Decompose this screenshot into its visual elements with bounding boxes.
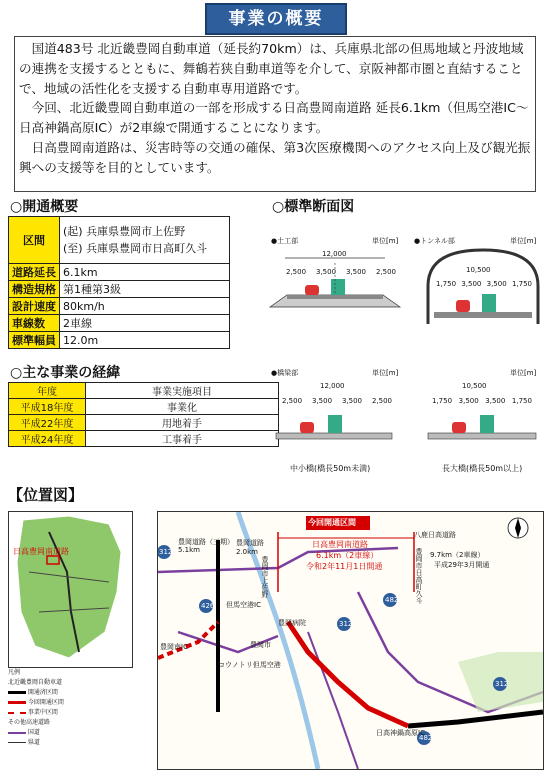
dim: 3,500	[341, 397, 363, 405]
legend-item: 事業中区間	[27, 709, 58, 716]
seg3-note: 平成29年3月開通	[434, 561, 490, 569]
tunnel-label: ●トンネル部	[414, 237, 455, 245]
legend-item: 開通済区間	[27, 689, 58, 696]
unit-label: 単位[m]	[372, 369, 399, 377]
tunnel-width: 10,500	[466, 266, 491, 274]
dim: 3,500	[345, 268, 367, 276]
unit-label: 単位[m]	[510, 237, 537, 245]
inset-map	[8, 511, 133, 668]
ic-right: 日高神鍋高原IC	[376, 729, 425, 737]
dim: 1,750	[436, 280, 457, 288]
overview-key: 区間	[9, 217, 60, 264]
history-heading: ○主な事業の経緯	[10, 365, 121, 381]
town-label: 豊岡市	[250, 641, 271, 649]
legend-item: 県道	[27, 739, 40, 746]
route-shield: 312	[339, 620, 353, 628]
seg2: 2.0km	[236, 548, 259, 556]
dim: 3,500	[461, 280, 482, 288]
overview-value: 12.0m	[60, 332, 230, 349]
overview-heading: ○開通概要	[10, 199, 79, 215]
dim: 2,500	[282, 397, 303, 405]
bridge2-section-diagram	[424, 405, 540, 445]
dim: 3,500	[458, 397, 479, 405]
unit-label: 単位[m]	[510, 369, 537, 377]
intro-paragraph-1: 国道483号 北近畿豊岡自動車道（延長約70km）は、兵庫県北部の但馬地域と丹波地域の連携を支援するとともに、舞鶴若狭自動車道等を介して、京阪神都市圏と直結することで、地域の活性化を支援する自動車専用道路です。	[19, 41, 524, 96]
earth-width: 12,000	[322, 250, 347, 258]
dim: 3,500	[485, 397, 506, 405]
dim: 2,500	[286, 268, 307, 276]
bridge-width: 12,000	[320, 382, 345, 390]
page-title: 事業の概要	[205, 3, 347, 35]
seg3: 9.7km（2車線）	[430, 551, 485, 559]
overview-row	[9, 281, 230, 298]
history-item: 事業化	[86, 399, 279, 415]
history-table	[8, 382, 279, 447]
intro-paragraph-3: 日高豊岡南道路は、災害時等の交通の確保、第3次医療機関へのアクセス向上及び観光振興への支援等を目的としています。	[19, 139, 531, 175]
opened-box-label: 今回開通区間	[308, 518, 356, 527]
dim: 1,750	[511, 280, 532, 288]
seg1: 5.1km	[178, 546, 201, 554]
legend-item: 今回開通区間	[27, 699, 64, 706]
overview-row	[9, 315, 230, 332]
dim: 1,750	[432, 397, 453, 405]
dim: 3,500	[315, 268, 337, 276]
place-right: 豊岡市日高町久斗	[415, 548, 423, 604]
history-year: 平成22年度	[9, 415, 86, 431]
overview-value: 第1種第3級	[60, 281, 230, 298]
overview-value: 80km/h	[60, 298, 230, 315]
route-name: 日高豊岡南道路	[312, 540, 368, 549]
legend-item: 北近畿豊岡自動車道	[8, 679, 63, 686]
history-item: 工事着手	[86, 431, 279, 447]
overview-value: 6.1km	[60, 264, 230, 281]
bridge-mid-caption: 中小橋(橋長50m未満)	[290, 464, 371, 473]
overview-row	[9, 264, 230, 281]
inset-map-graphic	[9, 512, 132, 667]
dim: 3,500	[486, 280, 507, 288]
ic-left: 但馬空港IC	[226, 601, 261, 609]
history-head-year: 年度	[9, 383, 86, 399]
overview-row	[9, 298, 230, 315]
route-shield: 312	[159, 548, 173, 556]
dim: 3,500	[311, 397, 333, 405]
overview-row	[9, 332, 230, 349]
unit-label: 単位[m]	[372, 237, 399, 245]
overview-key: 車線数	[9, 315, 60, 332]
hospital-label: 豊岡病院	[278, 619, 306, 627]
intro-paragraph-2: 今回、北近畿豊岡自動車道の一部を形成する日高豊岡南道路 延長6.1km（但馬空港IC～日高神鍋高原IC）が2車線で開通することになります。	[19, 100, 529, 136]
bridge-label: ●橋梁部	[271, 369, 299, 377]
route-shield: 482	[419, 734, 433, 742]
overview-table	[8, 216, 230, 349]
bridge-long-caption: 長大橋(橋長50m以上)	[442, 464, 523, 473]
history-item: 用地着手	[86, 415, 279, 431]
inset-legend	[8, 668, 131, 768]
legend-title: 凡例	[8, 669, 21, 676]
ic-right2: 八鹿日高道路	[414, 531, 456, 539]
overview-value: 2車線	[60, 315, 230, 332]
bridge-dims	[282, 397, 392, 405]
history-year: 平成18年度	[9, 399, 86, 415]
open-date: 令和2年11月1日開通	[306, 562, 383, 571]
bridge-section-diagram	[272, 405, 396, 445]
history-head-item: 事業実施項目	[86, 383, 279, 399]
history-year: 平成24年度	[9, 431, 86, 447]
legend-item: その他高速道路	[8, 719, 51, 726]
main-map	[157, 511, 544, 770]
overview-key: 標準幅員	[9, 332, 60, 349]
location-heading: 【位置図】	[8, 486, 84, 504]
road-left: 豊岡道路（三期）	[178, 538, 234, 546]
tunnel-section-diagram	[420, 246, 546, 328]
dim: 2,500	[371, 397, 392, 405]
bridge2-width: 10,500	[462, 382, 487, 390]
route-length: 6.1km（2車線）	[316, 551, 379, 560]
section-from: (起) 兵庫県豊岡市上佐野	[63, 225, 186, 238]
overview-key: 設計速度	[9, 298, 60, 315]
airport-label: コウノトリ但馬空港	[218, 661, 281, 669]
dim: 1,750	[511, 397, 532, 405]
earth-label: ●土工部	[271, 237, 299, 245]
route-shield: 426	[201, 602, 215, 610]
bridge2-dims	[432, 397, 532, 405]
dim: 2,500	[375, 268, 396, 276]
overview-key: 構造規格	[9, 281, 60, 298]
route-shield: 312	[495, 680, 509, 688]
overview-row-section	[9, 217, 230, 264]
route-shield: 482	[385, 596, 399, 604]
section-to: (至) 兵庫県豊岡市日高町久斗	[63, 242, 208, 255]
place-left: 豊岡市上佐野	[261, 556, 269, 598]
inset-label: 日高豊岡南道路	[13, 547, 69, 556]
road-mid: 豊岡道路	[236, 539, 264, 547]
ic-left2: 豊岡南IC	[160, 643, 188, 651]
earth-section-diagram	[265, 255, 405, 325]
intro-box	[14, 36, 536, 192]
legend-item: 国道	[27, 729, 40, 736]
cross-section-heading: ○標準断面図	[272, 199, 355, 215]
overview-key: 道路延長	[9, 264, 60, 281]
